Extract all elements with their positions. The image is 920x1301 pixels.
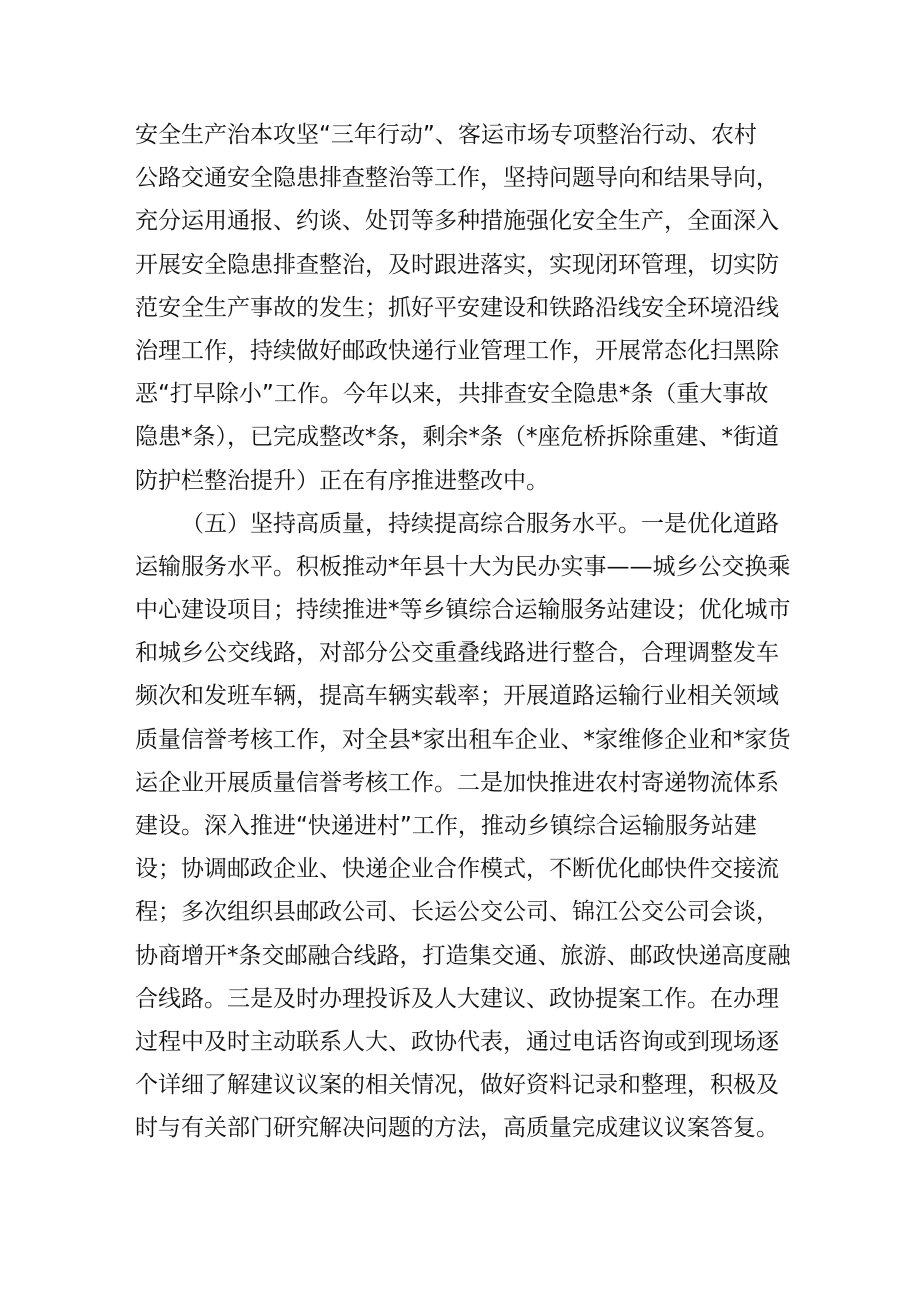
text-line: 运企业开展质量信誉考核工作。二是加快推进农村寄递物流体系 [135,769,779,796]
text-line: 防护栏整治提升）正在有序推进整改中。 [135,467,549,494]
text-line: 频次和发班车辆，提高车辆实载率；开展道路运输行业相关领域 [135,683,779,710]
text-line: 公路交通安全隐患排查整治等工作，坚持问题导向和结果导向， [135,165,779,192]
text-line: 过程中及时主动联系人大、政协代表，通过电话咨询或到现场逐 [135,1028,779,1055]
text-line: 范安全生产事故的发生；抓好平安建设和铁路沿线安全环境沿线 [135,294,779,321]
text-line: 开展安全隐患排查整治，及时跟进落实，实现闭环管理，切实防 [135,251,779,278]
text-line: 和城乡公交线路，对部分公交重叠线路进行整合，合理调整发车 [135,640,779,667]
text-line: 隐患*条），已完成整改*条，剩余*条（*座危桥拆除重建、*街道 [135,424,779,451]
text-line: 时与有关部门研究解决问题的方法，高质量完成建议议案答复。 [135,1115,779,1142]
text-line: 质量信誉考核工作，对全县*家出租车企业、*家维修企业和*家货 [135,726,791,753]
body-text [135,114,795,1151]
text-line: 设；协调邮政企业、快递企业合作模式，不断优化邮快件交接流 [135,856,779,883]
text-line: 建设。深入推进“快递进村”工作，推动乡镇综合运输服务站建 [135,813,757,839]
text-line: 程；多次组织县邮政公司、长运公交公司、锦江公交公司会谈， [135,899,779,926]
text-line: 个详细了解建议议案的相关情况，做好资料记录和整理，积极及 [135,1072,779,1099]
text-line: 中心建设项目；持续推进*等乡镇综合运输服务站建设；优化城市 [135,597,791,624]
text-line: 充分运用通报、约谈、处罚等多种措施强化安全生产，全面深入 [135,208,779,235]
text-line: 治理工作，持续做好邮政快递行业管理工作，开展常态化扫黑除 [135,337,779,364]
text-line: 协商增开*条交邮融合线路，打造集交通、旅游、邮政快递高度融 [135,942,791,969]
text-line: 安全生产治本攻坚“三年行动”、客运市场专项整治行动、农村 [135,122,757,148]
text-line: 恶“打早除小”工作。今年以来，共排查安全隐患*条（重大事故 [135,381,769,408]
text-line: 合线路。三是及时办理投诉及人大建议、政协提案工作。在办理 [135,985,779,1012]
section-heading-line: （五）坚持高质量，持续提高综合服务水平。一是优化道路 [181,510,779,537]
text-line: 运输服务水平。积板推动*年县十大为民办实事——城乡公交换乘 [135,553,791,580]
